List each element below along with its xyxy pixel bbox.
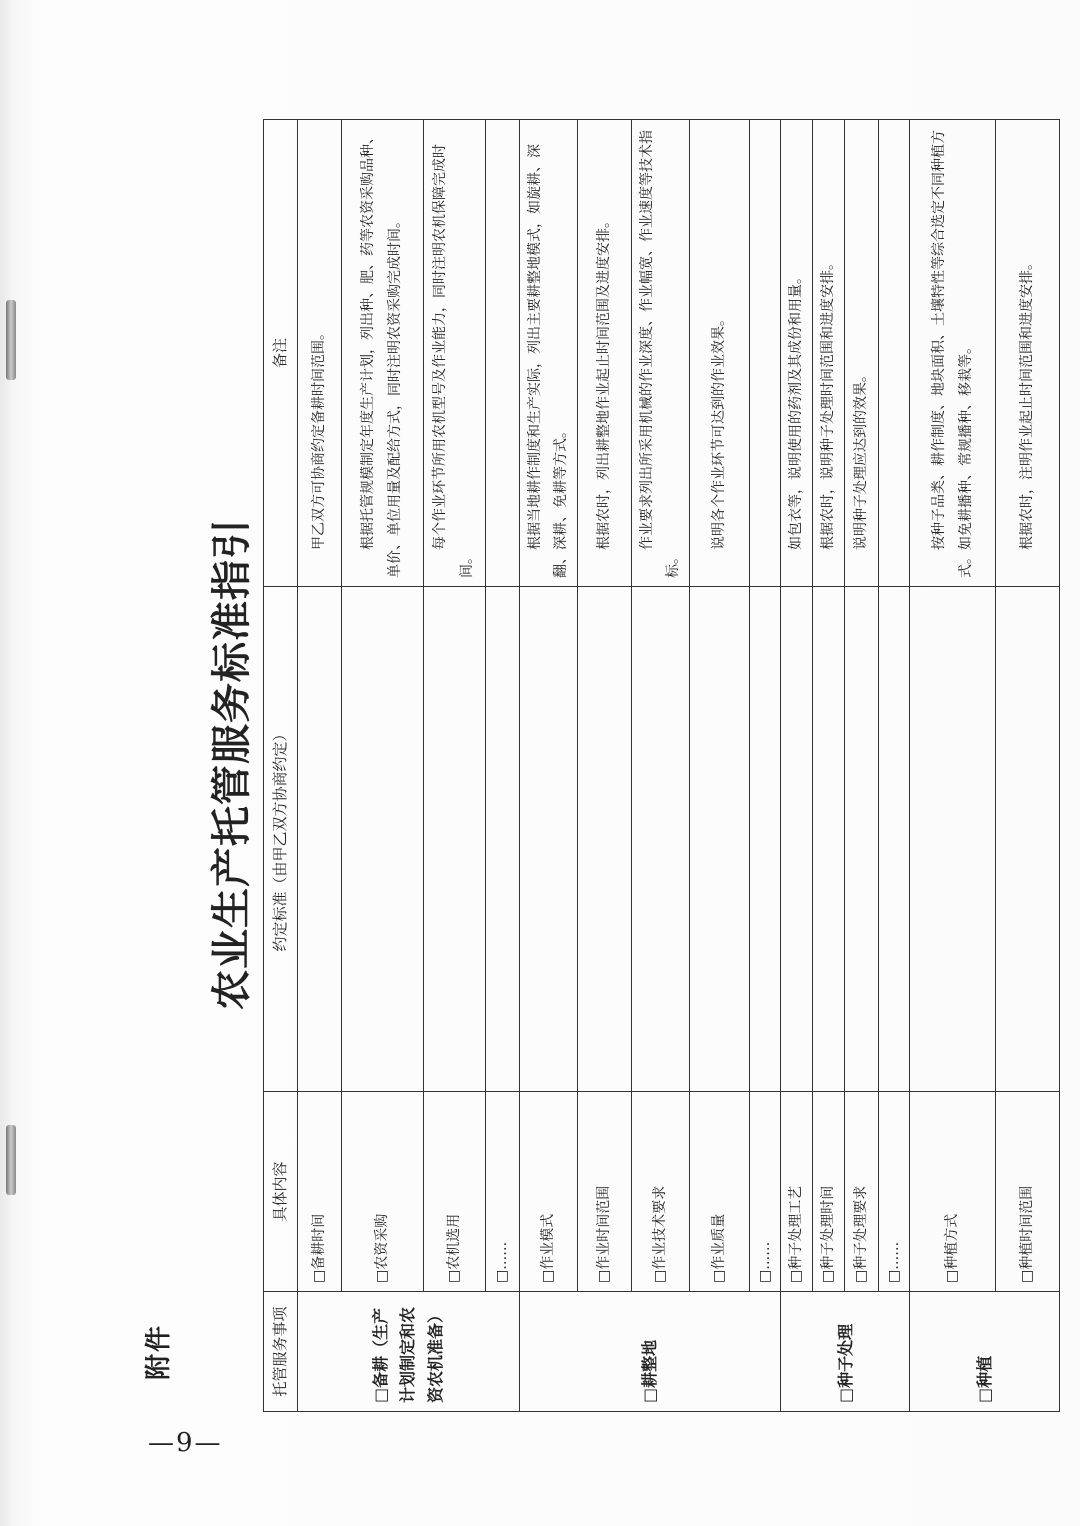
remark-cell: 如包衣等，说明使用的药剂及其成份和用量。 [781,120,813,587]
document-title: 农业生产托管服务标准指引 [208,518,255,1010]
table-row [423,120,485,1412]
table-row [910,120,996,1412]
table-header-row [264,120,298,1412]
item-checkbox[interactable]: □…… [878,1092,910,1292]
table-row [878,120,910,1412]
remark-cell: 说明各个作业环节可达到的作业效果。 [689,120,749,587]
item-checkbox[interactable]: □作业模式 [519,1092,577,1292]
standard-cell[interactable] [878,587,910,1092]
remark-cell: 每个作业环节所用农机型号及作业能力，同时注明农机保障完成时间。 [423,120,485,587]
standard-cell[interactable] [519,587,577,1092]
category-planting[interactable]: □种植 [910,1292,1060,1412]
header-item: 具体内容 [264,1092,298,1292]
table-row [485,120,519,1412]
staple [6,1125,16,1195]
item-checkbox[interactable]: □作业技术要求 [631,1092,689,1292]
table-row [519,120,577,1412]
staple [6,300,16,380]
item-checkbox[interactable]: □种植时间范围 [996,1092,1060,1292]
remark-cell: 根据当地耕作制度和生产实际，列出主要耕整地模式，如旋耕、深翻、深耕、免耕等方式。 [519,120,577,587]
item-checkbox[interactable]: □种子处理时间 [813,1092,845,1292]
header-category: 托管服务事项 [264,1292,298,1412]
remark-cell: 按种子品类、耕作制度、地块面积、土壤特性等综合选定不同种植方式。如免耕播种、常规播种、移栽等。 [910,120,996,587]
table-row [996,120,1060,1412]
standard-cell[interactable] [910,587,996,1092]
standard-cell[interactable] [423,587,485,1092]
standard-cell[interactable] [485,587,519,1092]
remark-cell: 根据农时，说明种子处理时间范围和进度安排。 [813,120,845,587]
standard-cell[interactable] [749,587,781,1092]
item-checkbox[interactable]: □作业质量 [689,1092,749,1292]
remark-cell: 根据农时，列出耕整地作业起止时间范围及进度安排。 [577,120,631,587]
standard-cell[interactable] [631,587,689,1092]
table-row [689,120,749,1412]
standard-cell[interactable] [813,587,845,1092]
service-standard-table-wrapper [263,120,1036,1412]
table-row [813,120,845,1412]
table-row [844,120,878,1412]
item-checkbox[interactable]: □…… [749,1092,781,1292]
header-remark: 备注 [264,120,298,587]
item-checkbox[interactable]: □种子处理工艺 [781,1092,813,1292]
item-checkbox[interactable]: □…… [485,1092,519,1292]
remark-cell [878,120,910,587]
standard-cell[interactable] [297,587,341,1092]
table-row [781,120,813,1412]
standard-cell[interactable] [341,587,423,1092]
standard-cell[interactable] [577,587,631,1092]
remark-cell: 作业要求列出所采用机械的作业深度、作业幅宽、作业速度等技术指标。 [631,120,689,587]
category-tillage[interactable]: □耕整地 [519,1292,781,1412]
standard-cell[interactable] [689,587,749,1092]
category-seed[interactable]: □种子处理 [781,1292,910,1412]
item-checkbox[interactable]: □农机选用 [423,1092,485,1292]
item-checkbox[interactable]: □种植方式 [910,1092,996,1292]
item-checkbox[interactable]: □作业时间范围 [577,1092,631,1292]
item-checkbox[interactable]: □备耕时间 [297,1092,341,1292]
attachment-label: 附件 [144,1323,174,1380]
table-row [749,120,781,1412]
header-standard: 约定标准（由甲乙双方协商约定） [264,587,298,1092]
item-checkbox[interactable]: □种子处理要求 [844,1092,878,1292]
item-checkbox[interactable]: □农资采购 [341,1092,423,1292]
table-row [341,120,423,1412]
remark-cell: 根据托管规模制定年度生产计划，列出种、肥、药等农资采购品种、单价、单位用量及配给方式，同时注明农资采购完成时间。 [341,120,423,587]
remark-cell: 说明种子处理应达到的效果。 [844,120,878,587]
page-number: —9— [148,1428,223,1458]
remark-cell [749,120,781,587]
standard-cell[interactable] [844,587,878,1092]
table-row [297,120,341,1412]
standard-cell[interactable] [996,587,1060,1092]
remark-cell: 根据农时，注明作业起止时间范围和进度安排。 [996,120,1060,587]
service-standard-table [263,119,1060,1412]
remark-cell: 甲乙双方可协商约定备耕时间范围。 [297,120,341,587]
table-row [577,120,631,1412]
remark-cell [485,120,519,587]
table-row [631,120,689,1412]
standard-cell[interactable] [781,587,813,1092]
category-prep[interactable]: □备耕（生产计划制定和农资农机准备） [297,1292,519,1412]
